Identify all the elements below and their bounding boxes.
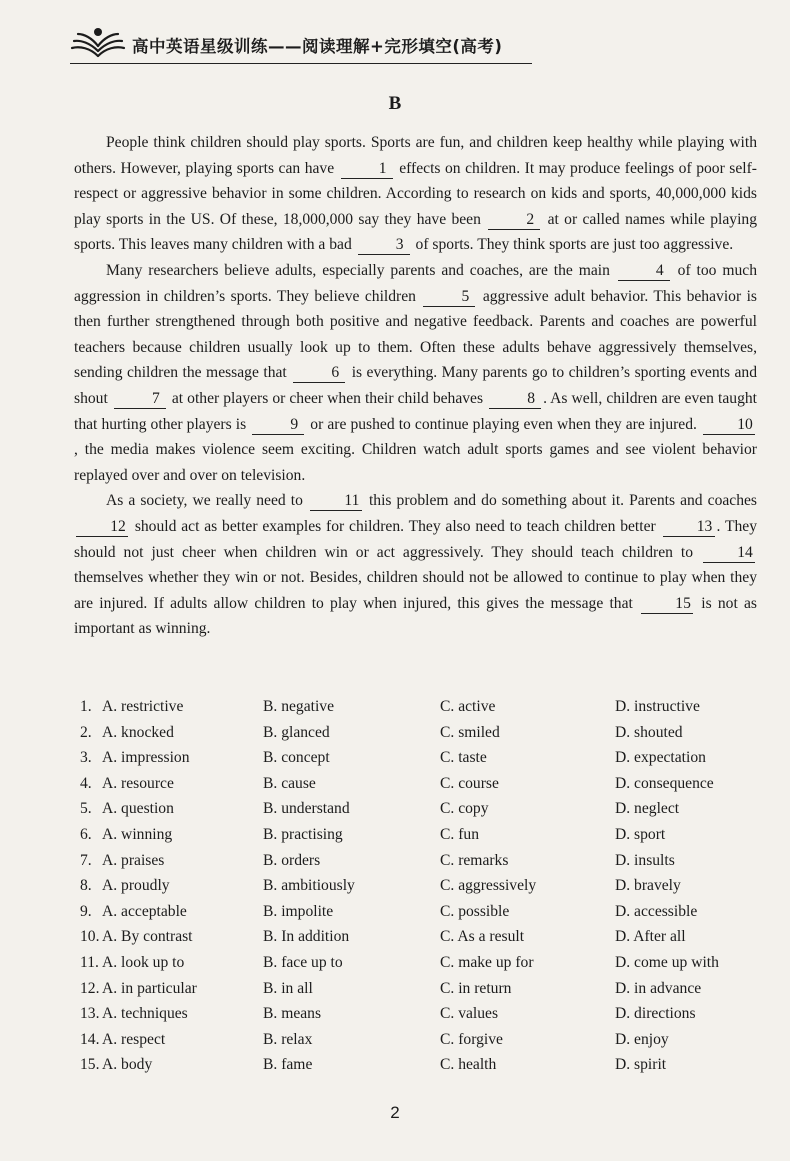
option-row [80,899,760,925]
passage-text: . They should not just cheer when children win or act aggressively. They should teach children to [74,517,757,561]
option-b[interactable]: B. concept [263,749,330,767]
option-d[interactable]: D. consequence [615,774,714,792]
passage-text: aggressive adult behavior. This behavior is then further strengthened through both positive and negative feedback. Parents and coaches are powerful teachers because children usually look up to them. Often these adults behave aggressively themselves, sending children the message that [74,287,757,382]
blank-5[interactable]: 5 [423,288,475,307]
passage-paragraph [74,130,757,258]
option-c[interactable]: C. in return [440,979,512,997]
passage-text: is everything. Many parents go to children’s sporting events and shout [74,364,757,407]
question-number: 11. [80,953,99,971]
passage-text: As a society, we really need to [106,492,308,510]
option-d[interactable]: D. enjoy [615,1030,669,1048]
question-number: 6. [80,825,92,843]
option-a[interactable]: A. body [102,1056,153,1074]
option-a[interactable]: A. By contrast [102,928,193,946]
question-number: 10. [80,928,100,946]
header-title: 高中英语星级训练——阅读理解+完形填空(高考) [132,37,503,56]
option-b[interactable]: B. in all [263,979,313,997]
option-a[interactable]: A. knocked [102,723,174,741]
option-b[interactable]: B. relax [263,1030,313,1048]
option-a[interactable]: A. respect [102,1030,166,1048]
option-a[interactable]: A. resource [102,774,174,792]
option-row [80,924,760,950]
option-d[interactable]: D. shouted [615,723,683,741]
page-header [70,20,532,66]
option-row [80,950,760,976]
option-d[interactable]: D. accessible [615,902,698,920]
option-d[interactable]: D. spirit [615,1056,667,1074]
blank-1[interactable]: 1 [341,160,393,179]
passage-text: themselves whether they win or not. Besides, children should not be allowed to continue to play when they are injured. If adults allow children to play when injured, this gives the message that [74,569,757,612]
option-d[interactable]: D. After all [615,928,686,946]
option-b[interactable]: B. ambitiously [263,877,355,895]
question-number: 3. [80,749,92,767]
passage-text: People think children should play sports. Sports are fun, and children keep healthy while playing with others. However, playing sports can have [74,134,757,177]
option-c[interactable]: C. active [440,698,496,715]
option-c[interactable]: C. values [440,1005,499,1023]
option-a[interactable]: A. impression [102,749,190,767]
option-row [80,1052,760,1078]
option-c[interactable]: C. copy [440,800,489,818]
passage-text: , the media makes violence seem exciting. Children watch adult sports games and see violent behavior replayed over and over on television. [74,441,757,484]
question-number: 9. [80,902,92,920]
question-number: 5. [80,800,92,818]
blank-11[interactable]: 11 [310,492,362,511]
option-a[interactable]: A. restrictive [102,698,184,715]
option-a[interactable]: A. look up to [102,953,185,971]
blank-13[interactable]: 13 [663,518,715,537]
passage-text: . As well, children are even taught that hurting other players is [74,389,757,433]
option-c[interactable]: C. fun [440,825,479,843]
question-number: 1. [80,698,92,715]
option-a[interactable]: A. question [102,800,174,818]
option-b[interactable]: B. understand [263,800,350,818]
passage-text: at other players or cheer when their child behaves [167,389,488,407]
question-number: 2. [80,723,92,741]
option-c[interactable]: C. course [440,774,499,792]
passage-paragraph [74,488,757,642]
option-a[interactable]: A. acceptable [102,902,187,920]
option-row [80,976,760,1002]
option-a[interactable]: A. praises [102,851,165,869]
option-c[interactable]: C. As a result [440,928,525,946]
passage-text: effects on children. It may produce feelings of poor self-respect or aggressive behavior in some children. According to research on kids and sports, 40,000,000 kids play sports in the US. Of these, 18,000,000 say they have been [74,159,758,228]
blank-12[interactable]: 12 [76,518,128,537]
option-d[interactable]: D. directions [615,1005,696,1023]
blank-10[interactable]: 10 [703,416,755,435]
option-b[interactable]: B. glanced [263,723,330,741]
option-row [80,873,760,899]
blank-7[interactable]: 7 [114,390,166,409]
header-divider [70,63,532,64]
option-row [80,796,760,822]
option-b[interactable]: B. impolite [263,902,334,920]
option-b[interactable]: B. cause [263,774,316,792]
option-a[interactable]: A. proudly [102,877,170,895]
blank-4[interactable]: 4 [618,262,670,281]
option-b[interactable]: B. practising [263,825,343,843]
option-row [80,848,760,874]
option-d[interactable]: D. neglect [615,800,680,818]
option-c[interactable]: C. health [440,1056,497,1074]
answer-options [80,694,760,1078]
option-a[interactable]: A. techniques [102,1005,188,1023]
passage-text: or are pushed to continue playing even when they are injured. [306,415,701,433]
passage-text: this problem and do something about it. Parents and coaches [363,492,757,510]
blank-9[interactable]: 9 [252,416,304,435]
question-number: 14. [80,1030,100,1048]
option-c[interactable]: C. taste [440,749,487,767]
option-b[interactable]: B. means [263,1005,322,1023]
option-c[interactable]: C. forgive [440,1030,503,1048]
option-row [80,822,760,848]
passage-text: Many researchers believe adults, especially parents and coaches, are the main [106,261,616,279]
option-b[interactable]: B. negative [263,698,335,715]
option-d[interactable]: D. instructive [615,698,700,715]
option-b[interactable]: B. fame [263,1056,313,1074]
passage-paragraph [74,258,757,488]
blank-15[interactable]: 15 [641,595,693,614]
page-number: 2 [390,1103,400,1122]
option-row [80,771,760,797]
question-number: 4. [80,774,92,792]
option-row [80,745,760,771]
question-number: 12. [80,979,100,997]
option-a[interactable]: A. winning [102,825,173,843]
blank-3[interactable]: 3 [358,236,410,255]
option-b[interactable]: B. In addition [263,928,350,946]
passage-text: of too much aggression in children’s sports. They believe children [74,261,757,305]
option-row [80,1001,760,1027]
option-c[interactable]: C. possible [440,902,510,920]
blank-14[interactable]: 14 [703,544,755,563]
option-row [80,694,760,720]
cloze-passage [74,130,757,642]
question-number: 7. [80,851,92,869]
option-a[interactable]: A. in particular [102,979,197,997]
option-b[interactable]: B. face up to [263,953,343,971]
option-d[interactable]: D. insults [615,851,675,869]
option-d[interactable]: D. expectation [615,749,706,767]
question-number: 13. [80,1005,100,1023]
option-c[interactable]: C. smiled [440,723,500,741]
option-c[interactable]: C. remarks [440,851,509,869]
open-book-logo-icon [70,22,126,62]
passage-text: at or called names while playing sports. This leaves many children with a bad [74,210,758,254]
option-d[interactable]: D. bravely [615,877,681,895]
passage-text: of sports. They think sports are just too aggressive. [411,236,734,254]
blank-2[interactable]: 2 [488,211,540,230]
option-b[interactable]: B. orders [263,851,321,869]
section-title: B [388,93,402,114]
option-row [80,720,760,746]
option-row [80,1027,760,1053]
option-d[interactable]: D. come up with [615,953,719,971]
option-c[interactable]: C. make up for [440,953,534,971]
option-d[interactable]: D. sport [615,825,666,843]
question-number: 15. [80,1056,100,1074]
passage-text: should act as better examples for children. They also need to teach children better [130,517,661,535]
blank-8[interactable]: 8 [489,390,541,409]
passage-text: is not as important as winning. [74,594,757,638]
blank-6[interactable]: 6 [293,364,345,383]
option-d[interactable]: D. in advance [615,979,702,997]
question-number: 8. [80,877,92,895]
option-c[interactable]: C. aggressively [440,877,537,895]
